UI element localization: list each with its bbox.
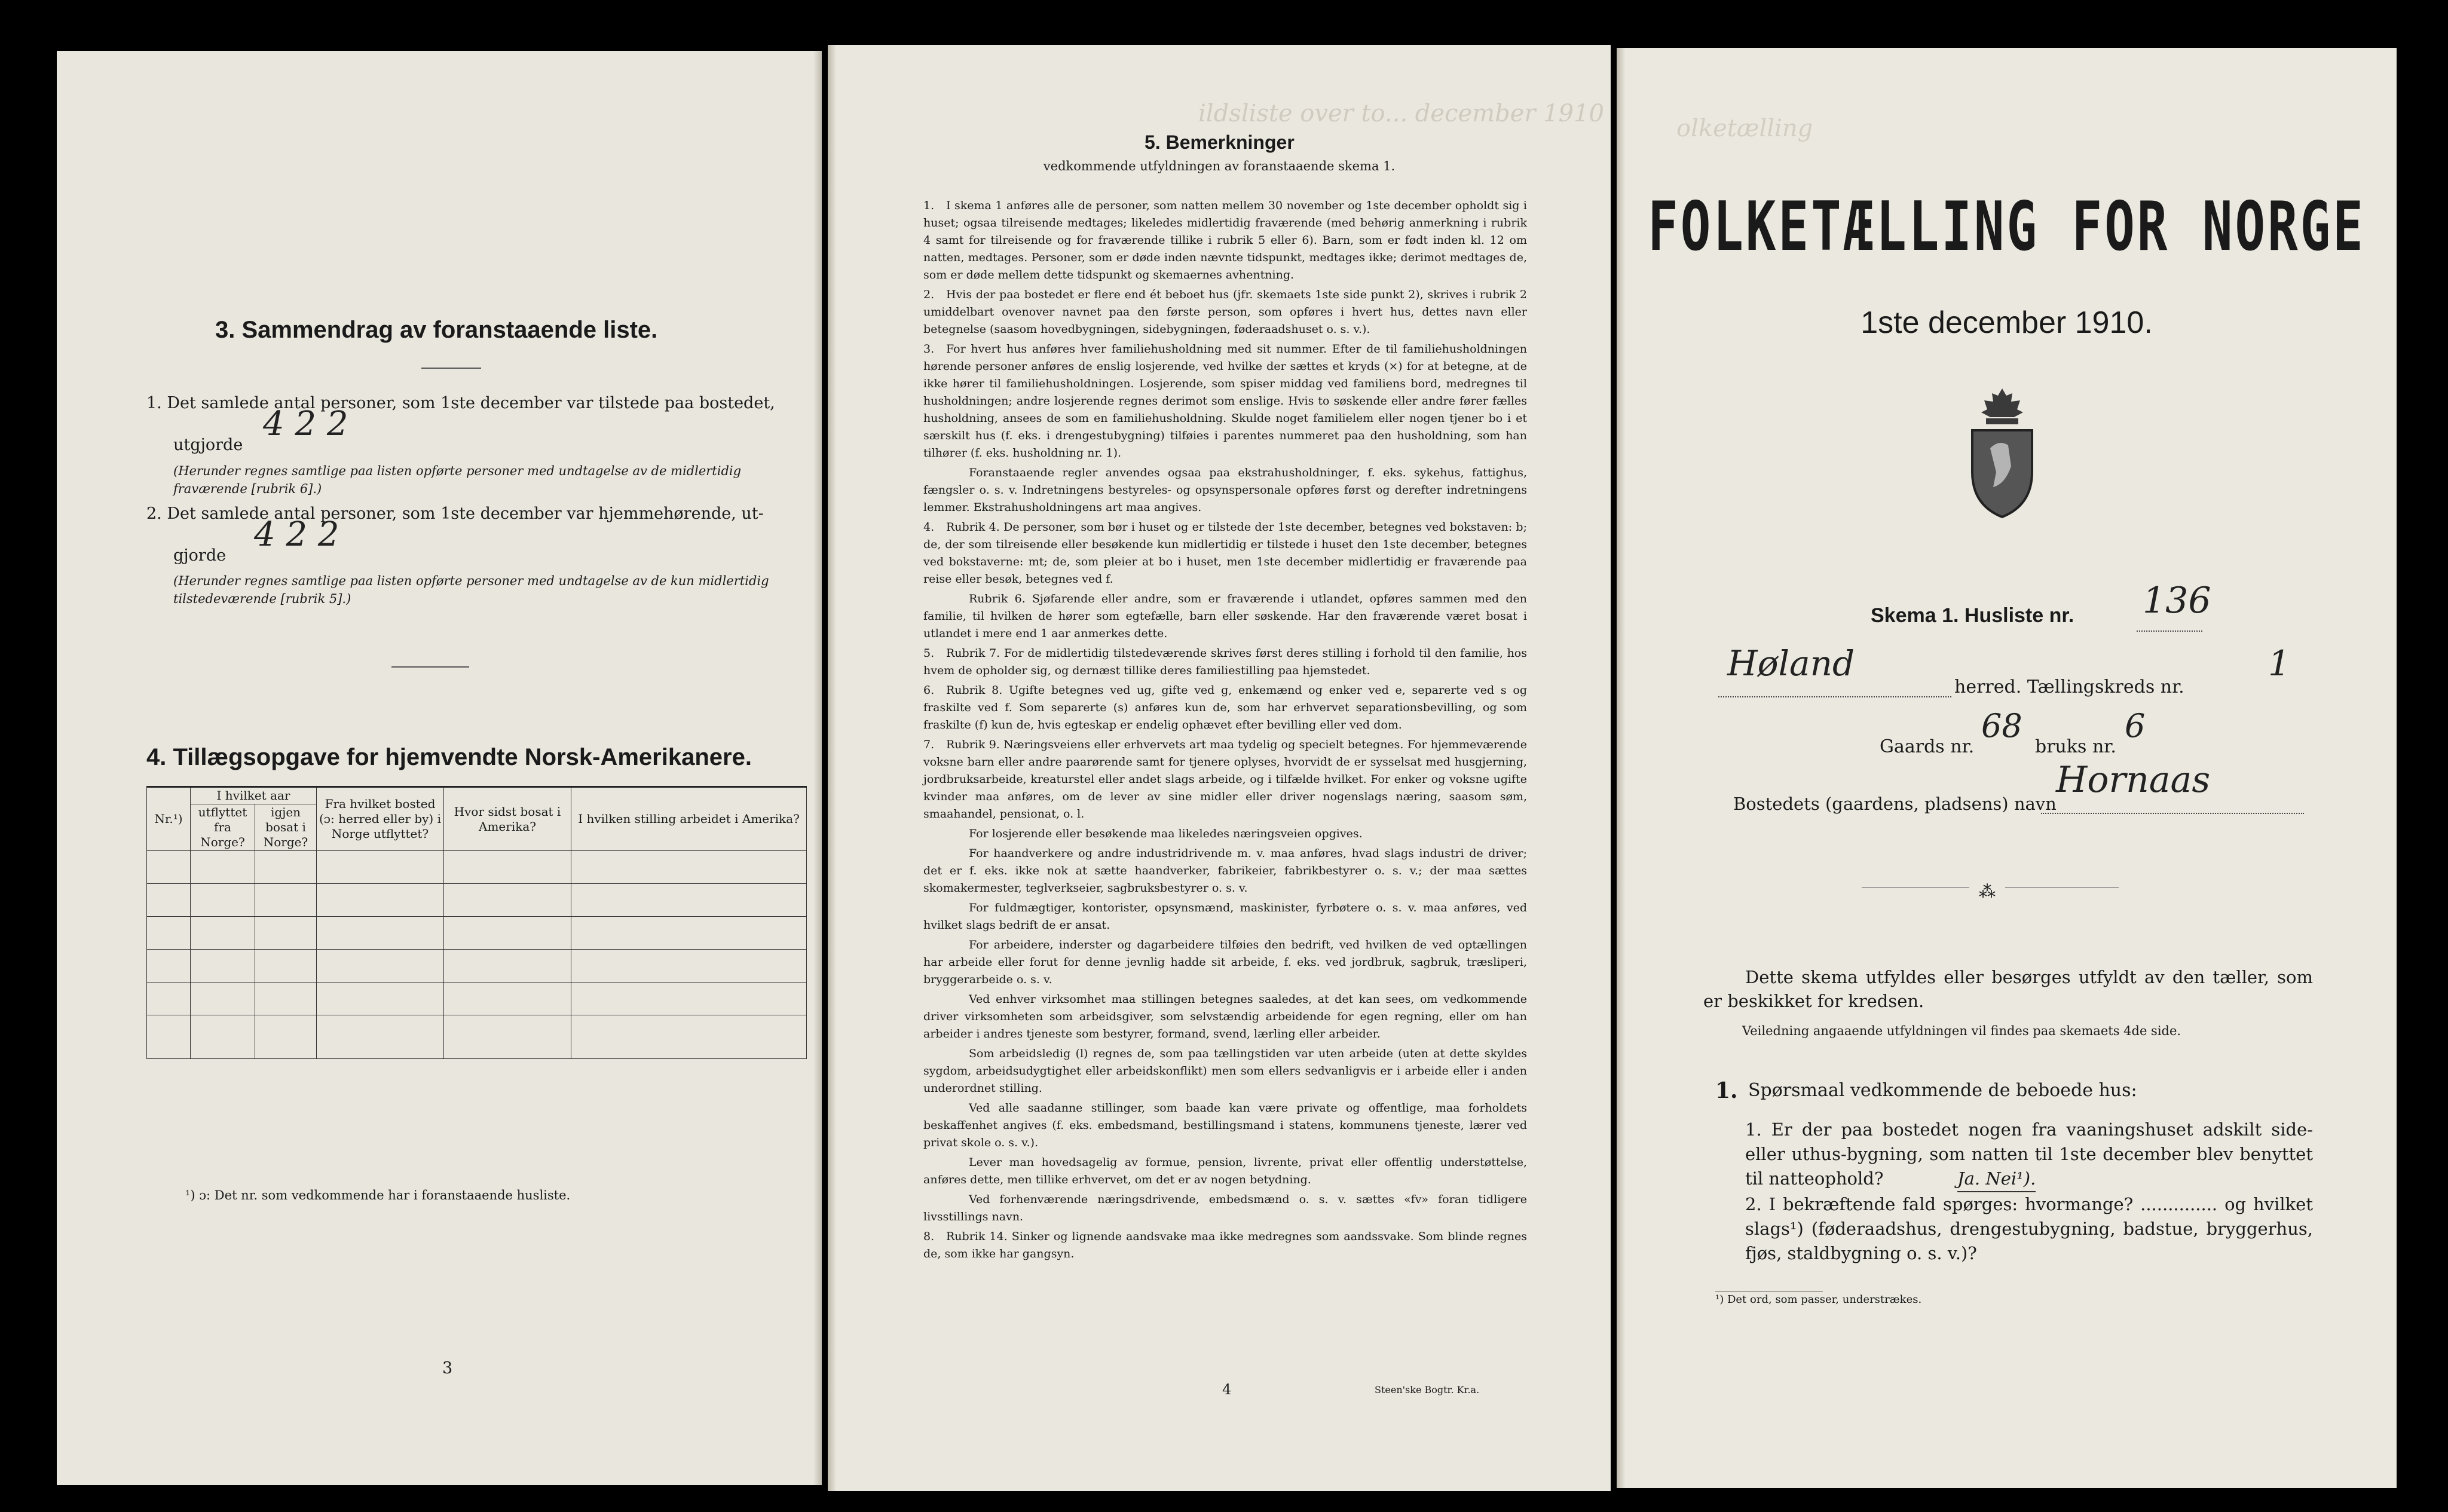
col-igjen: igjen bosat i Norge?: [255, 804, 317, 851]
item1-value: 4 2 2: [263, 405, 348, 443]
dotted-line: [2137, 630, 2202, 633]
remark-text: Som arbeidsledig (l) regnes de, som paa tællingstiden var uten arbeide (uten at dette skyldes sygdom, arbeidsudygtighet eller arbeidskonflikt) men som ellers sedvanligvis er i arbeide eller i anden underordnet stilling.: [923, 1047, 1527, 1095]
intro-note: Veiledning angaaende utfyldningen vil findes paa skemaets 4de side.: [1742, 1024, 2181, 1038]
remark-text: Rubrik 7. For de midlertidig tilstedeværende skrives først deres stilling i forhold til den familie, hos hvem de opholder sig, og dernæst tillike deres familiestilling paa hjemstedet.: [923, 647, 1527, 677]
remark-item: [923, 1100, 1527, 1152]
divider: [421, 368, 481, 369]
remark-item: [923, 1045, 1527, 1097]
bosted-value: Hornaas: [2056, 759, 2211, 801]
remark-text: Ved enhver virksomhet maa stillingen betegnes saaledes, at det kan sees, om vedkommende driver virksomheten som arbeidsgiver, som selvstændig arbeidende for egen regning, eller om han arbeider i andres tjeneste som bestyrer, formand, svend, lærling eller arbeider.: [923, 993, 1527, 1040]
remark-item: [923, 464, 1527, 516]
question-1: 1. Er der paa bostedet nogen fra vaaningshuset adskilt side- eller uthus-bygning, som natten til 1ste december blev benyttet til natteophold?: [1745, 1119, 2313, 1189]
remark-text: Rubrik 6. Sjøfarende eller andre, som er fraværende i utlandet, opføres sammen med den familie, til hvilken de hører som egtefælle, barn eller søskende. Har den fraværende været bosat i utlandet i mere end 1 aar anmerkes dette.: [923, 592, 1527, 640]
dotted-line: [2041, 813, 2304, 814]
remark-number: 4.: [923, 521, 935, 534]
herred-value: Høland: [1727, 643, 1855, 684]
intro-text: Dette skema utfyldes eller besørges utfyldt av den tæller, som er beskikket for kredsen.: [1703, 967, 2313, 1011]
bosted-label: Bostedets (gaardens, pladsens) navn: [1733, 794, 2057, 814]
remark-text: For fuldmægtiger, kontorister, opsynsmænd, maskinister, fyrbøtere o. s. v. maa anføres, ved hvilket slags bedrift de er ansat.: [923, 901, 1527, 932]
remark-text: For haandverkere og andre industridrivende m. v. maa anføres, hvad slags industri de driver; det er f. eks. ikke nok at sætte haandverker, fabrikeier, fabrikbestyrer o. s. v.; der maa sættes skomakermester, teglverkseier, sagbruksbestyrer o. s. v.: [923, 847, 1527, 895]
question-title: Spørsmaal vedkommende de beboede hus:: [1748, 1080, 2137, 1101]
remark-item: [923, 1228, 1527, 1263]
col-nr: Nr.¹): [147, 787, 191, 851]
question-2: 2. I bekræftende fald spørges: hvormange? .............. og hvilket slags¹) (føderaadshus, drengestubygning, badstue, bryggerhus, fjøs, staldbygning o. s. v.)?: [1745, 1194, 2313, 1263]
remark-item: [923, 991, 1527, 1043]
remark-text: Rubrik 8. Ugifte betegnes ved ug, gifte ved g, enkemænd og enker ved e, separerte ved s og fraskilte ved f. Som separerte (s) anføres kun de, som har erhvervet separationsbevilling, og som fraskilte (f) kun de, hvis egteskap er endelig ophævet efter bevilling eller ved dom.: [923, 684, 1527, 731]
table-row: [147, 983, 807, 1015]
table-row: [147, 1015, 807, 1059]
item1-text: 1. Det samlede antal personer, som 1ste december var tilstede paa bostedet,: [146, 394, 775, 412]
fold-shadow: [813, 51, 822, 1485]
husliste-nr: 136: [2143, 580, 2211, 622]
item2-value: 4 2 2: [254, 515, 339, 554]
remark-text: For hvert hus anføres hver familiehusholdning med sit nummer. Efter de til familiehusholdningen hørende personer anføres de enslig losjerende, ved hvilke der sættes et kryds (×) for at betegne, at de ikke hører til familiehusholdningen. Losjerende, som spiser middag ved familiens bord, medregnes til husholdningen; andre losjerende regnes derimot som enslige. Hvis to søskende eller andre fører fælles husholdning, ansees de som en familiehusholdning. Skulde noget familielem eller nogen tjener bo i et særskilt hus (f. eks. i drengestubygning) tilføies i parentes nummeret paa den husholdning, som han tilhører (f. eks. husholdning nr. 1).: [923, 342, 1527, 460]
norsk-amerikanere-table: [146, 786, 807, 1059]
item2-text: 2. Det samlede antal personer, som 1ste december var hjemmehørende, ut-: [146, 504, 764, 523]
remark-text: I skema 1 anføres alle de personer, som natten mellem 30 november og 1ste december opholdt sig i huset; ogsaa tilreisende medtages; likeledes midlertidig fraværende (med behørig anmerkning i rubrik 4 samt for tilreisende og for fraværende tillike i rubrik 5 eller 6). Barn, som er født inden kl. 12 om natten, medtages. Personer, som er døde inden nævnte tidspunkt, medtages ikke; derimot medtages de, som er døde mellem dette tidspunkt og skemaernes avhentning.: [923, 199, 1527, 281]
bruks-label: bruks nr.: [2035, 736, 2116, 757]
skema-label: Skema 1. Husliste nr.: [1871, 604, 2074, 627]
remark-item: [923, 936, 1527, 988]
footnote: ¹) Det ord, som passer, understrækes.: [1715, 1293, 1922, 1306]
remark-item: [923, 519, 1527, 588]
remark-text: For losjerende eller besøkende maa likeledes næringsveien opgives.: [969, 827, 1363, 840]
remark-text: For arbeidere, inderster og dagarbeidere tilføies den bedrift, ved hvilken de ved optællingen har arbeide eller forut for denne jevnlig hadde sit arbeide, f. eks. ved jordbruk, sagbruk, træsliperi, bryggerarbeide o. s. v.: [923, 938, 1527, 986]
left-page: [57, 51, 822, 1485]
remark-number: 1.: [923, 199, 935, 212]
remark-text: Rubrik 4. De personer, som bør i huset og er tilstede der 1ste december, betegnes ved bokstaven: b; de, der som tilreisende eller besøkende kun midlertidig er tilstede i huset den 1ste december, betegnes ved bokstaverne: mt; de, som pleier at bo i huset, men 1ste december midlertidig er fraværende paa reise eller besøk, betegnes ved f.: [923, 521, 1527, 586]
remark-number: 8.: [923, 1230, 935, 1243]
item1-note: (Herunder regnes samtlige paa listen opførte personer med undtagelse av de midlertidig fraværende [rubrik 6].): [173, 464, 742, 496]
date: 1ste december 1910.: [1861, 305, 2153, 340]
remark-item: [923, 286, 1527, 338]
remarks-title: 5. Bemerkninger: [1145, 131, 1295, 153]
gaards-nr: 68: [1981, 707, 2022, 745]
footnote: ¹) ɔ: Det nr. som vedkommende har i foranstaaende husliste.: [185, 1188, 571, 1202]
remark-text: Hvis der paa bostedet er flere end ét beboet hus (jfr. skemaets 1ste side punkt 2), skrives i rubrik 2 umiddelbart ovenover navnet paa den første person, som opføres i hvert hus, dettes navn eller betegnelse (saasom hovedbygningen, sidebygningen, føderaadshuset o. s. v.).: [923, 288, 1527, 336]
remark-item: [923, 825, 1527, 843]
faint-header: ildsliste over to... december 1910: [1198, 100, 1604, 127]
remark-item: [923, 341, 1527, 462]
remark-text: Rubrik 14. Sinker og lignende aandsvake maa ikke medregnes som aandssvake. Som blinde regnes de, som ikke har gangsyn.: [923, 1230, 1527, 1260]
ornament-icon: ⁂: [1969, 880, 2005, 904]
middle-page: [828, 45, 1611, 1491]
remark-item: [923, 736, 1527, 823]
item2-prefix: gjorde: [173, 546, 227, 565]
page-number: 4: [1222, 1381, 1232, 1398]
table-row: [147, 917, 807, 950]
divider: [391, 666, 469, 668]
remark-number: 3.: [923, 342, 935, 356]
remark-item: [923, 197, 1527, 284]
section4-title: 4. Tillægsopgave for hjemvendte Norsk-Amerikanere.: [146, 744, 752, 770]
remark-number: 2.: [923, 288, 935, 301]
faint-header: olketælling: [1676, 115, 1813, 142]
remark-item: [923, 899, 1527, 934]
remark-item: [923, 1191, 1527, 1226]
remark-text: Lever man hovedsagelig av formue, pension, livrente, privat eller offentlig understøttelse, anføres dette, men tillike erhvervet, om det er av nogen betydning.: [923, 1156, 1527, 1186]
remark-item: [923, 645, 1527, 680]
main-title: FOLKETÆLLING FOR NORGE: [1648, 186, 2366, 267]
coat-of-arms-icon: [1963, 382, 2041, 520]
remarks-subtitle: vedkommende utfyldningen av foranstaaende skema 1.: [1043, 159, 1396, 173]
gaards-label: Gaards nr.: [1880, 736, 1975, 757]
col-utflyttet: utflyttet fra Norge?: [191, 804, 255, 851]
remark-item: [923, 1154, 1527, 1189]
remark-text: Rubrik 9. Næringsveiens eller erhvervets art maa tydelig og specielt betegnes. For hjemmeværende voksne barn eller andre paarørende samt for tjenere oplyses, hvorvidt de er sysselsat med husgjerning, jordbruksarbeide, kreaturstel eller andet slags arbeide, og i tilfælde hvilket. For enker og voksne ugifte kvinder maa anføres, om de lever av sine midler eller driver nogenslags næring, saasom søm, smaahandel, pensionat, o. l.: [923, 738, 1527, 821]
question-number: 1.: [1715, 1078, 1738, 1103]
remark-item: [923, 682, 1527, 734]
fold-shadow: [828, 45, 836, 1491]
table-row: [147, 950, 807, 983]
remark-item: [923, 590, 1527, 642]
remark-number: 6.: [923, 684, 935, 697]
remark-text: Ved alle saadanne stillinger, som baade kan være private og offentlige, maa forholdets beskaffenhet angives (f. eks. embedsmand, bestillingsmand i statens, kommunens tjeneste, lærer ved privat skole o. s. v.).: [923, 1101, 1527, 1149]
printer-note: Steen'ske Bogtr. Kr.a.: [1375, 1384, 1480, 1395]
col-stilling: I hvilken stilling arbeidet i Amerika?: [571, 787, 807, 851]
col-group: I hvilket aar: [191, 787, 317, 804]
table-row: [147, 884, 807, 917]
col-hvor: Hvor sidst bosat i Amerika?: [444, 787, 571, 851]
page-number: 3: [442, 1359, 453, 1378]
remark-text: Ved forhenværende næringsdrivende, embedsmænd o. s. v. sættes «fv» foran tidligere livsstillings navn.: [923, 1193, 1527, 1223]
remarks-list: [923, 197, 1527, 1265]
section3-title: 3. Sammendrag av foranstaaende liste.: [215, 317, 658, 343]
col-fra: Fra hvilket bosted (ɔ: herred eller by) i Norge utflyttet?: [317, 787, 444, 851]
remark-number: 7.: [923, 738, 935, 751]
item2-note: (Herunder regnes samtlige paa listen opførte personer med undtagelse av de kun midlertidig tilstedeværende [rubrik 5].): [173, 574, 769, 606]
herred-label: herred. Tællingskreds nr.: [1954, 677, 2184, 697]
remark-text: Foranstaaende regler anvendes ogsaa paa ekstrahusholdninger, f. eks. sykehus, fattighus, fængsler o. s. v. Indretningens bestyreles- og opsynspersonale opføres først og derefter indretningens lemmer. Ekstrahusholdningens art maa angives.: [923, 466, 1527, 514]
question-1-answer: Ja. Nei¹).: [1957, 1167, 2036, 1192]
dotted-line: [1718, 696, 1951, 697]
right-page: [1617, 48, 2397, 1488]
bruks-nr: 6: [2125, 707, 2146, 745]
remark-number: 5.: [923, 647, 935, 660]
kreds-nr: 1: [2268, 643, 2290, 684]
remark-item: [923, 845, 1527, 897]
table-row: [147, 851, 807, 884]
item1-prefix: utgjorde: [173, 436, 243, 454]
